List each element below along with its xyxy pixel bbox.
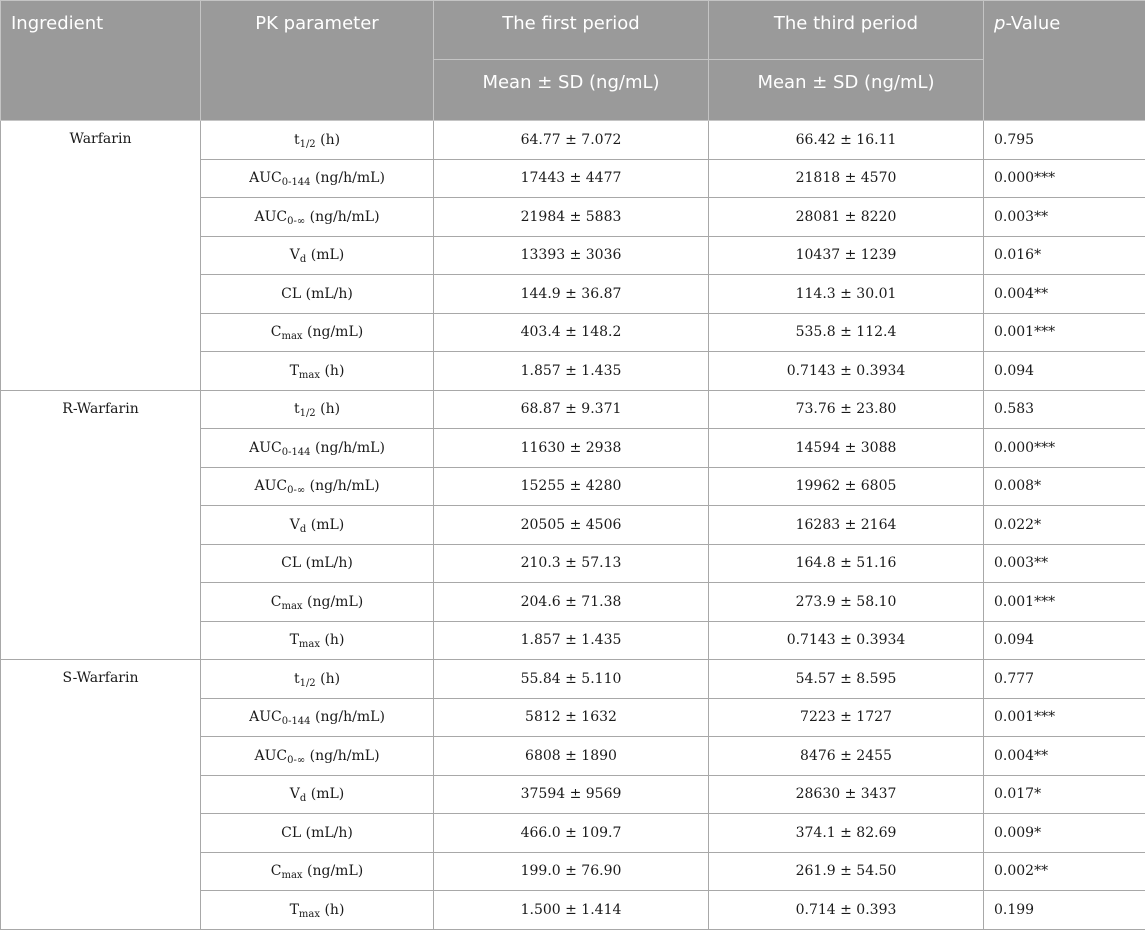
parameter-symbol: T — [290, 632, 299, 648]
parameter-symbol: AUC — [254, 209, 287, 225]
ingredient-cell: Warfarin — [1, 121, 201, 391]
parameter-symbol: AUC — [254, 478, 287, 494]
parameter-cell — [201, 390, 434, 429]
parameter-unit: (mL) — [306, 786, 344, 802]
parameter-symbol: T — [290, 902, 299, 918]
third-period-value: 164.8 ± 51.16 — [709, 544, 984, 583]
parameter-cell — [201, 544, 434, 583]
p-value-cell: 0.094 — [984, 621, 1145, 660]
parameter-subscript: 0-144 — [282, 716, 311, 727]
parameter-cell — [201, 198, 434, 237]
parameter-subscript: 1/2 — [300, 408, 316, 419]
parameter-symbol: C — [271, 594, 282, 610]
parameter-cell — [201, 814, 434, 853]
third-period-value: 8476 ± 2455 — [709, 737, 984, 776]
parameter-symbol: AUC — [249, 440, 282, 456]
first-period-value: 64.77 ± 7.072 — [434, 121, 709, 160]
first-period-value: 13393 ± 3036 — [434, 236, 709, 275]
third-period-value: 28081 ± 8220 — [709, 198, 984, 237]
first-period-value: 5812 ± 1632 — [434, 698, 709, 737]
third-period-value: 535.8 ± 112.4 — [709, 313, 984, 352]
parameter-unit: (ng/h/mL) — [311, 440, 385, 456]
parameter-subscript: 0-∞ — [287, 216, 305, 227]
table-row — [1, 121, 1145, 160]
parameter-symbol: V — [290, 247, 300, 263]
parameter-unit: (mL) — [306, 517, 344, 533]
third-period-value: 66.42 ± 16.11 — [709, 121, 984, 160]
parameter-cell — [201, 852, 434, 891]
parameter-unit: (ng/h/mL) — [305, 478, 379, 494]
p-value-cell: 0.777 — [984, 660, 1145, 699]
parameter-unit: (h) — [316, 401, 340, 417]
first-period-value: 68.87 ± 9.371 — [434, 390, 709, 429]
parameter-unit: (mL/h) — [301, 555, 353, 571]
first-period-value: 210.3 ± 57.13 — [434, 544, 709, 583]
parameter-unit: (h) — [320, 902, 344, 918]
parameter-cell — [201, 891, 434, 930]
p-value-cell: 0.199 — [984, 891, 1145, 930]
first-period-value: 144.9 ± 36.87 — [434, 275, 709, 314]
parameter-cell — [201, 506, 434, 545]
parameter-subscript: 1/2 — [300, 678, 316, 689]
parameter-unit: (ng/mL) — [303, 594, 364, 610]
p-value-cell: 0.004** — [984, 737, 1145, 776]
parameter-unit: (ng/mL) — [303, 863, 364, 879]
p-value-cell: 0.001*** — [984, 313, 1145, 352]
header-p-italic: p — [994, 13, 1005, 34]
header-third-period: The third period — [709, 1, 984, 60]
first-period-value: 1.857 ± 1.435 — [434, 621, 709, 660]
parameter-subscript: d — [300, 793, 306, 804]
first-period-value: 466.0 ± 109.7 — [434, 814, 709, 853]
table-row — [1, 660, 1145, 699]
parameter-symbol: CL — [281, 286, 301, 302]
parameter-cell — [201, 467, 434, 506]
third-period-value: 7223 ± 1727 — [709, 698, 984, 737]
third-period-value: 0.714 ± 0.393 — [709, 891, 984, 930]
parameter-cell — [201, 621, 434, 660]
parameter-subscript: max — [281, 870, 302, 881]
parameter-subscript: max — [299, 370, 320, 381]
p-value-cell: 0.017* — [984, 775, 1145, 814]
third-period-value: 10437 ± 1239 — [709, 236, 984, 275]
parameter-subscript: 0-144 — [282, 177, 311, 188]
first-period-value: 37594 ± 9569 — [434, 775, 709, 814]
parameter-cell — [201, 660, 434, 699]
parameter-cell — [201, 121, 434, 160]
first-period-value: 55.84 ± 5.110 — [434, 660, 709, 699]
first-period-value: 15255 ± 4280 — [434, 467, 709, 506]
parameter-cell — [201, 313, 434, 352]
third-period-value: 16283 ± 2164 — [709, 506, 984, 545]
p-value-cell: 0.022* — [984, 506, 1145, 545]
parameter-cell — [201, 583, 434, 622]
p-value-cell: 0.001*** — [984, 583, 1145, 622]
table-body — [1, 121, 1145, 930]
parameter-subscript: 0-∞ — [287, 485, 305, 496]
parameter-cell — [201, 737, 434, 776]
p-value-cell: 0.001*** — [984, 698, 1145, 737]
first-period-value: 1.857 ± 1.435 — [434, 352, 709, 391]
parameter-subscript: d — [300, 524, 306, 535]
parameter-unit: (ng/h/mL) — [305, 748, 379, 764]
header-first-period: The first period — [434, 1, 709, 60]
parameter-cell — [201, 429, 434, 468]
first-period-value: 403.4 ± 148.2 — [434, 313, 709, 352]
parameter-unit: (mL/h) — [301, 286, 353, 302]
parameter-cell — [201, 775, 434, 814]
parameter-cell — [201, 698, 434, 737]
third-period-value: 54.57 ± 8.595 — [709, 660, 984, 699]
parameter-symbol: V — [290, 786, 300, 802]
parameter-symbol: AUC — [249, 170, 282, 186]
third-period-value: 273.9 ± 58.10 — [709, 583, 984, 622]
third-period-value: 0.7143 ± 0.3934 — [709, 621, 984, 660]
parameter-symbol: C — [271, 324, 282, 340]
third-period-value: 374.1 ± 82.69 — [709, 814, 984, 853]
p-value-cell: 0.795 — [984, 121, 1145, 160]
p-value-cell: 0.002** — [984, 852, 1145, 891]
parameter-unit: (ng/h/mL) — [311, 170, 385, 186]
parameter-unit: (h) — [316, 671, 340, 687]
parameter-symbol: AUC — [249, 709, 282, 725]
first-period-value: 204.6 ± 71.38 — [434, 583, 709, 622]
first-period-value: 6808 ± 1890 — [434, 737, 709, 776]
parameter-symbol: AUC — [254, 748, 287, 764]
p-value-cell: 0.000*** — [984, 429, 1145, 468]
parameter-subscript: max — [299, 639, 320, 650]
header-p-rest: -Value — [1005, 13, 1060, 34]
p-value-cell: 0.094 — [984, 352, 1145, 391]
first-period-value: 11630 ± 2938 — [434, 429, 709, 468]
parameter-subscript: 0-∞ — [287, 755, 305, 766]
parameter-unit: (ng/h/mL) — [311, 709, 385, 725]
parameter-unit: (ng/h/mL) — [305, 209, 379, 225]
parameter-cell — [201, 275, 434, 314]
parameter-subscript: max — [281, 601, 302, 612]
third-period-value: 261.9 ± 54.50 — [709, 852, 984, 891]
header-p-value — [984, 1, 1145, 121]
parameter-subscript: max — [299, 909, 320, 920]
table-header — [1, 1, 1145, 121]
third-period-value: 114.3 ± 30.01 — [709, 275, 984, 314]
third-period-value: 0.7143 ± 0.3934 — [709, 352, 984, 391]
parameter-symbol: t — [294, 401, 300, 417]
third-period-value: 14594 ± 3088 — [709, 429, 984, 468]
parameter-subscript: 1/2 — [300, 139, 316, 150]
p-value-cell: 0.016* — [984, 236, 1145, 275]
header-ingredient: Ingredient — [1, 1, 201, 121]
parameter-unit: (mL/h) — [301, 825, 353, 841]
parameter-symbol: C — [271, 863, 282, 879]
p-value-cell: 0.008* — [984, 467, 1145, 506]
third-period-value: 73.76 ± 23.80 — [709, 390, 984, 429]
parameter-symbol: V — [290, 517, 300, 533]
parameter-unit: (mL) — [306, 247, 344, 263]
first-period-value: 17443 ± 4477 — [434, 159, 709, 198]
ingredient-cell: R-Warfarin — [1, 390, 201, 660]
parameter-subscript: d — [300, 254, 306, 265]
first-period-value: 21984 ± 5883 — [434, 198, 709, 237]
parameter-subscript: 0-144 — [282, 447, 311, 458]
first-period-value: 199.0 ± 76.90 — [434, 852, 709, 891]
p-value-cell: 0.003** — [984, 544, 1145, 583]
p-value-cell: 0.004** — [984, 275, 1145, 314]
header-pk-parameter: PK parameter — [201, 1, 434, 121]
first-period-value: 1.500 ± 1.414 — [434, 891, 709, 930]
third-period-value: 21818 ± 4570 — [709, 159, 984, 198]
parameter-subscript: max — [281, 331, 302, 342]
parameter-unit: (h) — [320, 363, 344, 379]
third-period-value: 28630 ± 3437 — [709, 775, 984, 814]
ingredient-cell: S-Warfarin — [1, 660, 201, 930]
first-period-value: 20505 ± 4506 — [434, 506, 709, 545]
parameter-unit: (h) — [316, 132, 340, 148]
table-row — [1, 390, 1145, 429]
parameter-unit: (ng/mL) — [303, 324, 364, 340]
parameter-symbol: T — [290, 363, 299, 379]
p-value-cell: 0.583 — [984, 390, 1145, 429]
third-period-value: 19962 ± 6805 — [709, 467, 984, 506]
parameter-cell — [201, 236, 434, 275]
parameter-symbol: CL — [281, 555, 301, 571]
parameter-symbol: CL — [281, 825, 301, 841]
parameter-cell — [201, 352, 434, 391]
parameter-unit: (h) — [320, 632, 344, 648]
p-value-cell: 0.003** — [984, 198, 1145, 237]
p-value-cell: 0.009* — [984, 814, 1145, 853]
p-value-cell: 0.000*** — [984, 159, 1145, 198]
parameter-symbol: t — [294, 132, 300, 148]
parameter-symbol: t — [294, 671, 300, 687]
header-third-unit: Mean ± SD (ng/mL) — [709, 60, 984, 121]
parameter-cell — [201, 159, 434, 198]
header-first-unit: Mean ± SD (ng/mL) — [434, 60, 709, 121]
